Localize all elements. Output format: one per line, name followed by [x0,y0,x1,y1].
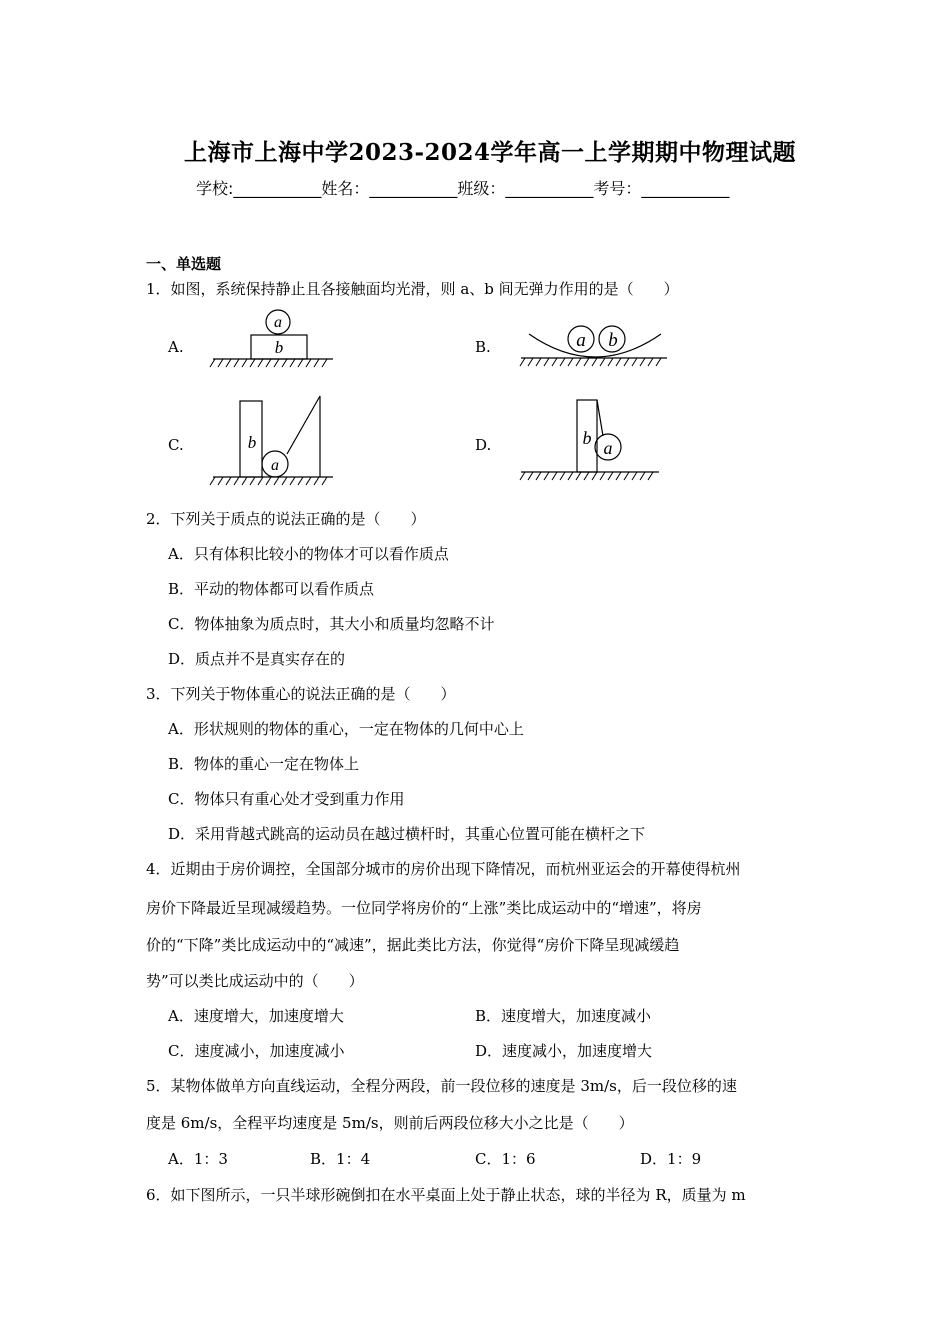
q3-option-a: A．形状规则的物体的重心，一定在物体的几何中心上 [168,720,524,738]
question-1-stem: 1．如图，系统保持静止且各接触面均光滑，则 a、b 间无弹力作用的是（ ） [146,280,679,298]
q1-option-c-label: C. [168,436,184,454]
q1-option-a-label: A. [168,338,184,356]
q5-option-c: C．1：6 [475,1150,536,1168]
fig-a-label-a: a [274,314,282,331]
fig-c-label-a: a [271,457,279,474]
fig-b-label-a: a [576,330,586,351]
q1-figure-d [515,392,665,488]
q3-option-b: B．物体的重心一定在物体上 [168,755,360,773]
question-2-stem: 2．下列关于质点的说法正确的是（ ） [146,510,426,528]
q2-option-c: C．物体抽象为质点时，其大小和质量均忽略不计 [168,615,495,633]
q2-option-b: B．平动的物体都可以看作质点 [168,580,375,598]
page-title: 上海市上海中学2023-2024学年高一上学期期中物理试题 [183,139,797,166]
q3-option-d: D．采用背越式跳高的运动员在越过横杆时，其重心位置可能在横杆之下 [168,825,646,843]
q1-figure-a [205,305,340,375]
q5-option-b: B．1：4 [310,1150,371,1168]
fig-a-label-b: b [274,338,284,357]
question-6-line-1: 6．如下图所示，一只半球形碗倒扣在水平桌面上处于静止状态，球的半径为 R，质量为 m [146,1186,746,1204]
q1-option-b-label: B. [475,338,491,356]
question-5-line-1: 5．某物体做单方向直线运动，全程分两段，前一段位移的速度是 3m/s，后一段位移的速 [146,1077,737,1095]
fig-d-label-b: b [582,428,592,448]
q1-figure-b [515,312,673,374]
q1-figure-c [205,392,340,488]
fig-d-label-a: a [603,438,613,458]
q1-option-d-label: D. [475,436,492,454]
q3-option-c: C．物体只有重心处才受到重力作用 [168,790,405,808]
q4-option-d: D．速度减小，加速度增大 [475,1042,653,1060]
q4-option-b: B．速度增大，加速度减小 [475,1007,652,1025]
question-3-stem: 3．下列关于物体重心的说法正确的是（ ） [146,685,456,703]
question-4-line-3: 价的“下降”类比成运动中的“减速”，据此类比方法，你觉得“房价下降呈现减缓趋 [146,936,680,954]
q2-option-d: D．质点并不是真实存在的 [168,650,346,668]
q5-option-d: D．1：9 [640,1150,702,1168]
q4-option-c: C．速度减小，加速度减小 [168,1042,345,1060]
question-4-line-2: 房价下降最近呈现减缓趋势。一位同学将房价的“上涨”类比成运动中的“增速”，将房 [146,899,702,917]
question-5-line-2: 度是 6m/s，全程平均速度是 5m/s，则前后两段位移大小之比是（ ） [146,1114,634,1132]
q2-option-a: A．只有体积比较小的物体才可以看作质点 [168,545,449,563]
question-4-line-1: 4．近期由于房价调控，全国部分城市的房价出现下降情况，而杭州亚运会的开幕使得杭州 [146,860,741,878]
student-info-line: 学校:___________姓名：___________班级：___________考号：___________ [196,179,730,198]
fig-c-label-b: b [247,433,257,452]
question-4-line-4: 势”可以类比成运动中的（ ） [146,972,364,990]
section-heading: 一、单选题 [146,255,222,273]
fig-b-label-b: b [608,330,618,351]
q4-option-a: A．速度增大，加速度增大 [168,1007,344,1025]
q5-option-a: A．1：3 [168,1150,228,1168]
